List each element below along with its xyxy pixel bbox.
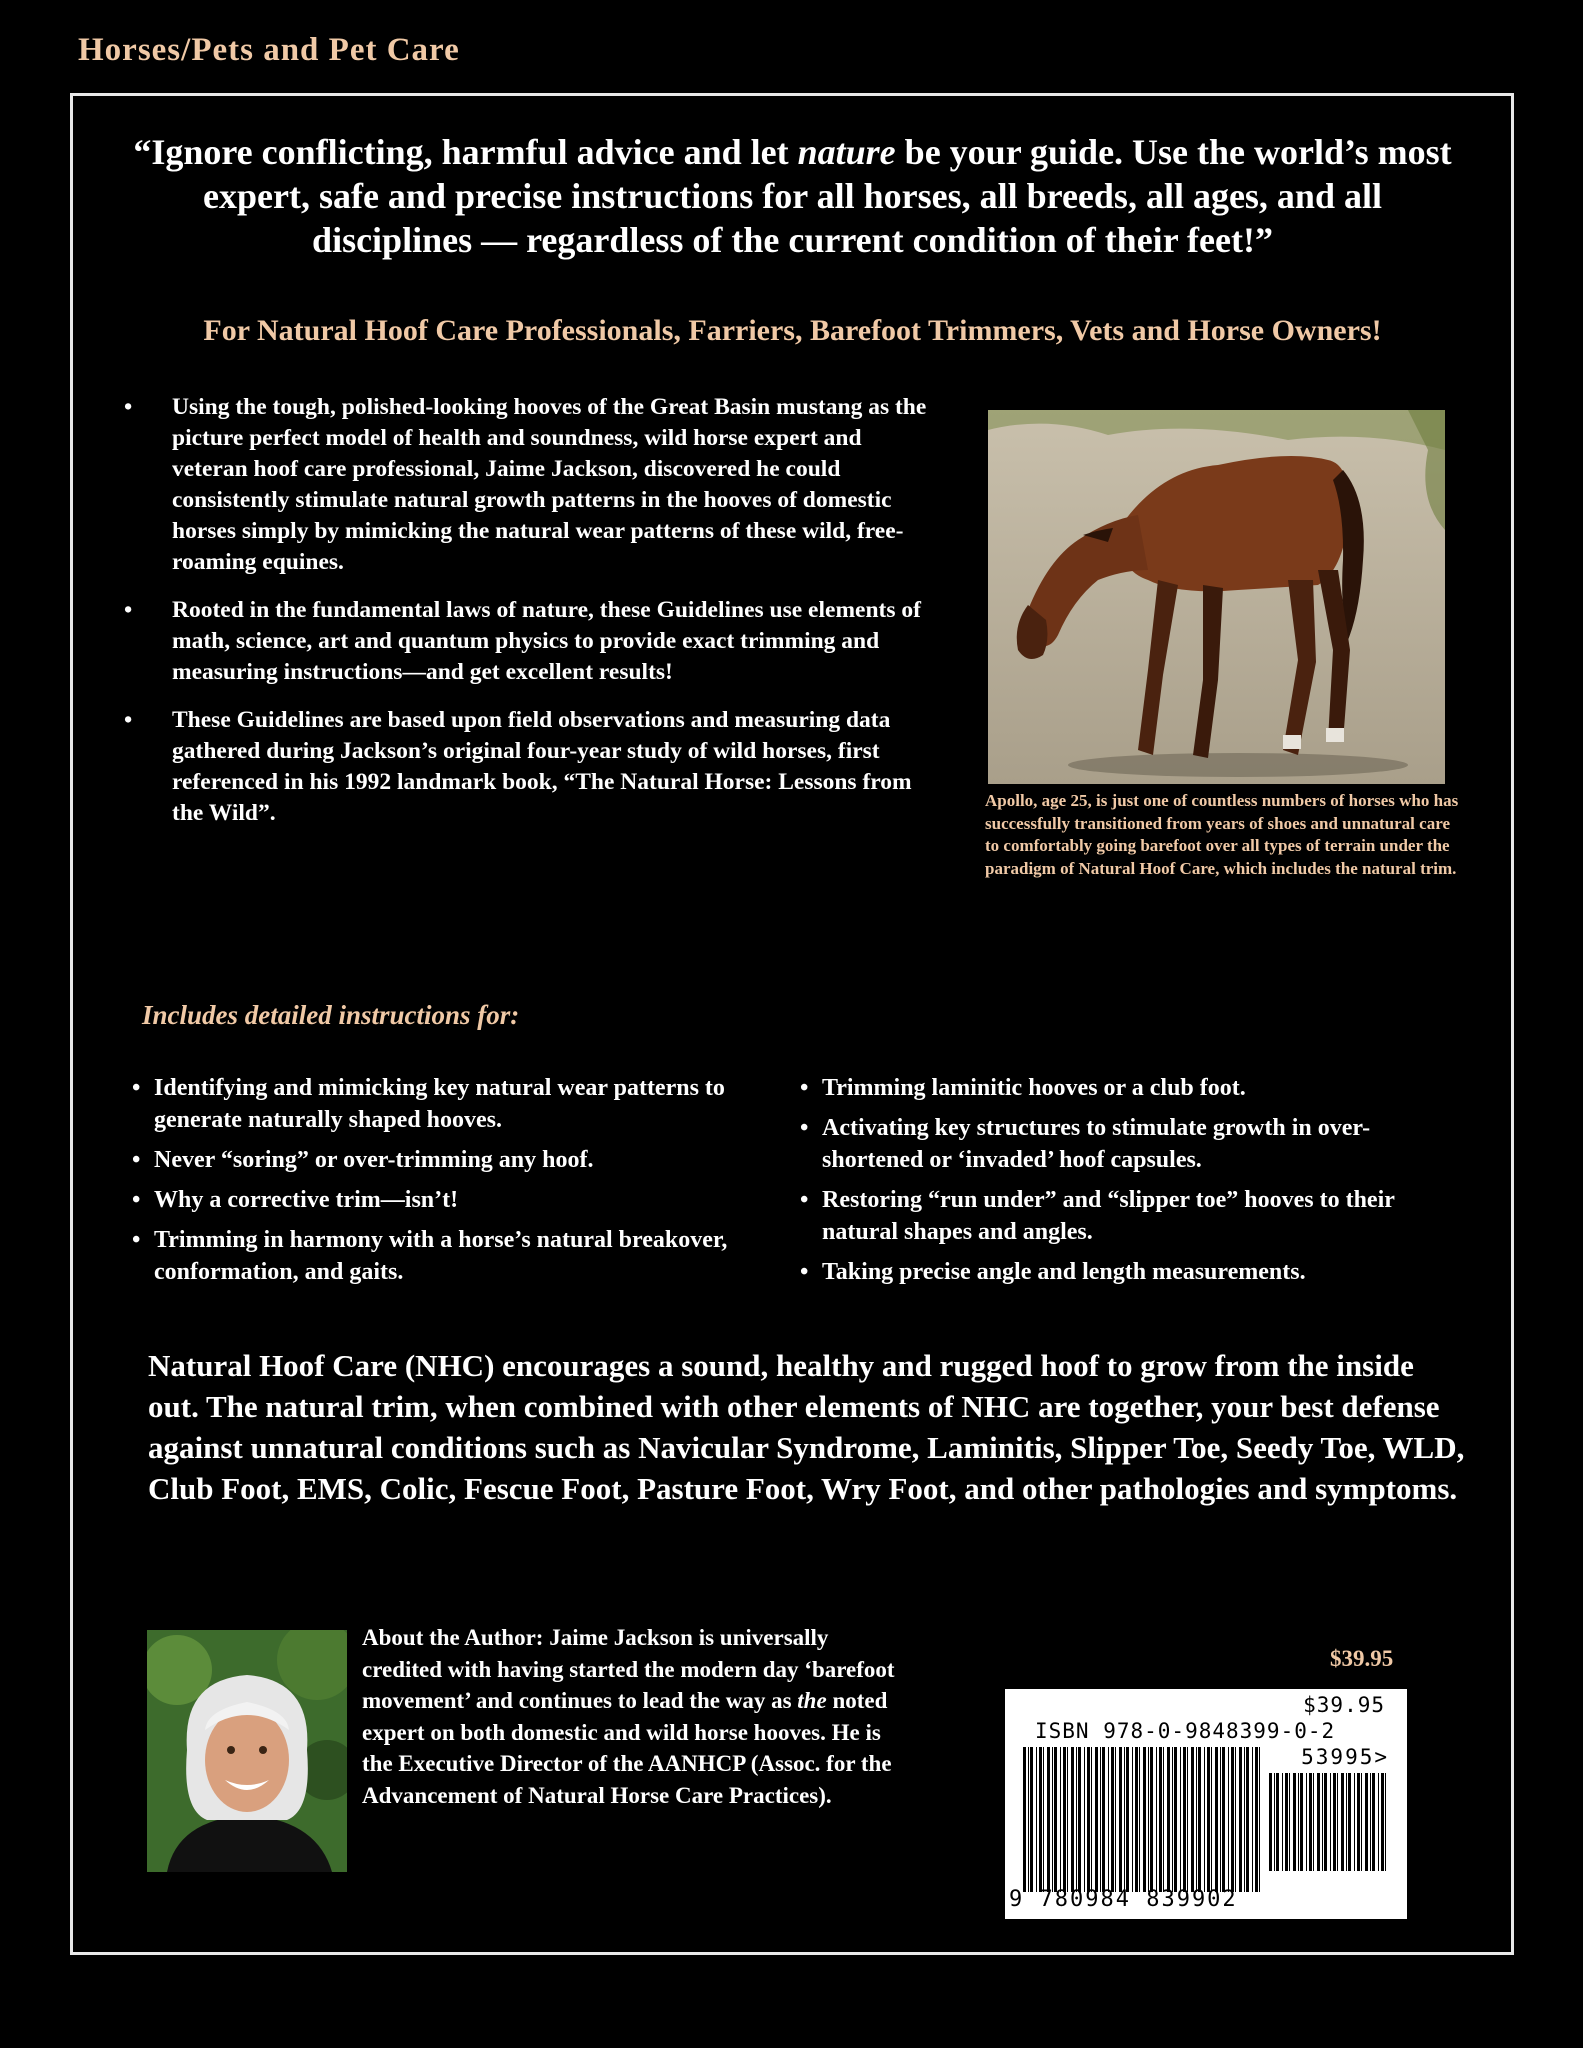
about-author: About the Author: Jaime Jackson is universally credited with having started the modern day ‘barefoot movement’ and continues to lead the way as the noted expert on both domestic and wild horse hooves. He is the Executive Director of the AANHCP (Assoc. for the Advancement of Natural Horse Care Practices). (362, 1625, 895, 1808)
list-item: • Never “soring” or over-trimming any hoof. (130, 1144, 770, 1176)
isbn-text: ISBN 978-0-9848399-0-2 (1035, 1719, 1336, 1743)
list-item: • Trimming laminitic hooves or a club foot. (798, 1072, 1458, 1104)
feature-bullets (120, 392, 930, 846)
list-item: • Why a corrective trim—isn’t! (130, 1184, 770, 1216)
feature-bullet: • Using the tough, polished-looking hooves of the Great Basin mustang as the picture perfect model of health and soundness, wild horse expert and veteran hoof care professional, Jaime Jackson, discovered he could consistently stimulate natural growth patterns in the hooves of domestic horses simply by mimicking the natural wear patterns of these wild, free-roaming equines. (120, 392, 930, 578)
horse-photo (988, 410, 1445, 784)
list-item: • Taking precise angle and length measurements. (798, 1256, 1458, 1288)
ean-digits: 9 780984 839902 (1009, 1887, 1238, 1912)
author-photo (147, 1630, 347, 1872)
category-label: Horses/Pets and Pet Care (78, 32, 460, 68)
list-item: • Activating key structures to stimulate growth in over-shortened or ‘invaded’ hoof capsules. (798, 1112, 1458, 1176)
cover-price: $39.95 (1330, 1646, 1394, 1671)
list-item: • Trimming in harmony with a horse’s natural breakover, conformation, and gaits. (130, 1224, 770, 1288)
list-item: • Identifying and mimicking key natural wear patterns to generate naturally shaped hooves. (130, 1072, 770, 1136)
photo-caption: Apollo, age 25, is just one of countless numbers of horses who has successfully transitioned from years of shoes and unnatural care to comfortably going barefoot over all types of terrain under the paradigm of Natural Hoof Care, which includes the natural trim. (985, 791, 1459, 878)
addon-code: 53995> (1301, 1745, 1389, 1769)
ean-bars (1021, 1747, 1263, 1892)
feature-bullet: • Rooted in the fundamental laws of nature, these Guidelines use elements of math, science, art and quantum physics to provide exact trimming and measuring instructions—and get excellent results! (120, 595, 930, 688)
barcode (1005, 1689, 1407, 1919)
includes-list-right (798, 1072, 1458, 1296)
author-portrait (147, 1630, 347, 1872)
includes-list-left (130, 1072, 770, 1296)
barcode-price: $39.95 (1303, 1693, 1385, 1717)
addon-bars (1267, 1773, 1391, 1871)
includes-heading: Includes detailed instructions for: (142, 1000, 520, 1030)
feature-bullet: • These Guidelines are based upon field observations and measuring data gathered during Jackson’s original four-year study of wild horses, first referenced in his 1992 landmark book, “The Natural Horse: Lessons from the Wild”. (120, 705, 930, 829)
nhc-paragraph: Natural Hoof Care (NHC) encourages a sound, healthy and rugged hoof to grow from the inside out. The natural trim, when combined with other elements of NHC are together, your best defense against unnatural conditions such as Navicular Syndrome, Laminitis, Slipper Toe, Seedy Toe, WLD, Club Foot, EMS, Colic, Fescue Foot, Pasture Foot, Wry Foot, and other pathologies and symptoms. (148, 1348, 1465, 1506)
pull-quote: “Ignore conflicting, harmful advice and let nature be your guide. Use the world’s most expert, safe and precise instructions for all horses, all breeds, all ages, and all disciplines — regardless of the current condition of their feet!” (133, 132, 1452, 260)
list-item: • Restoring “run under” and “slipper toe” hooves to their natural shapes and angles. (798, 1184, 1458, 1248)
horse-illustration (988, 410, 1445, 784)
audience-line: For Natural Hoof Care Professionals, Farriers, Barefoot Trimmers, Vets and Horse Owners! (203, 314, 1382, 347)
